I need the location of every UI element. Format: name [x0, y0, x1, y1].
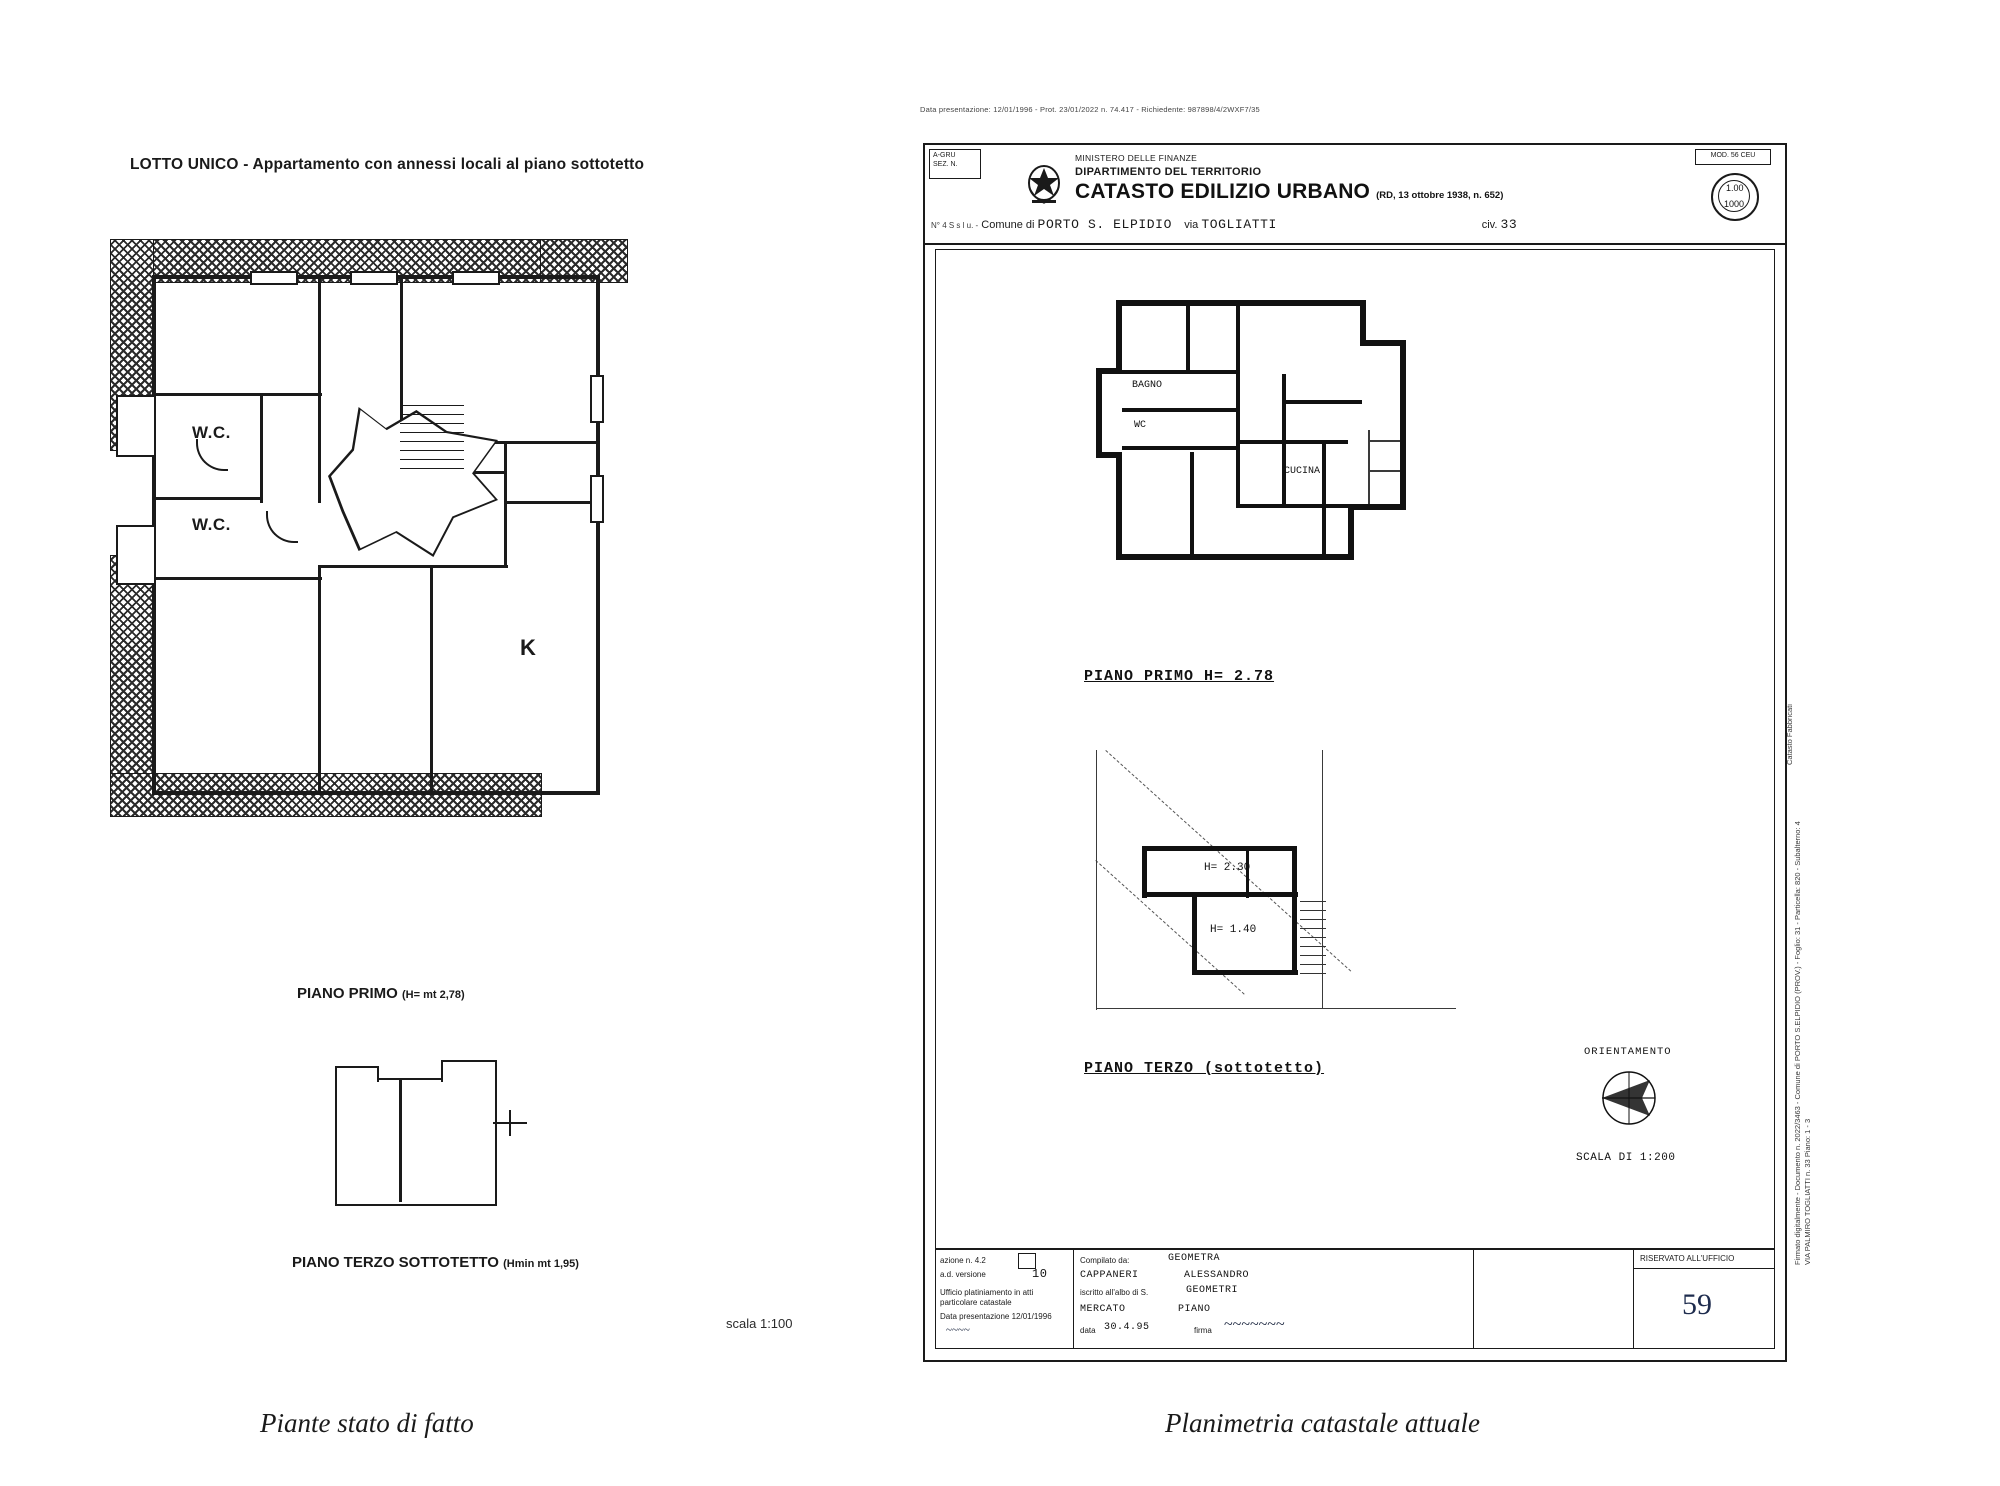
door-arc-1: [196, 439, 228, 471]
cad-part-3: [1122, 370, 1240, 374]
footer-col2-line3: iscritto all'albo di S.: [1080, 1288, 1149, 1297]
cad-part-12: [1190, 452, 1194, 554]
attic-partition: [399, 1078, 402, 1202]
orientation-label: ORIENTAMENTO: [1584, 1046, 1672, 1058]
cad-part-2: [1236, 300, 1240, 374]
attic-cad-wall-left: [1142, 846, 1147, 898]
footer-col2-line6: firma: [1194, 1326, 1212, 1335]
cad-balcony-right: [1368, 430, 1370, 504]
outer-wall-bottom: [152, 791, 600, 795]
left-floorplan-panel: [0, 0, 880, 1486]
room-label-kitchen: K: [520, 635, 537, 660]
cad-part-4: [1122, 408, 1240, 412]
via-label: via: [1184, 219, 1199, 231]
cadastral-plan-first-floor: [1086, 280, 1436, 620]
cad-wall-bottom: [1116, 554, 1352, 560]
cad-part-1: [1186, 300, 1190, 374]
partition-6: [152, 577, 322, 580]
cadastral-attic-title: PIANO TERZO (sottotetto): [1084, 1060, 1325, 1077]
cad-part-11: [1236, 504, 1348, 508]
cad-wall-right-lower2: [1348, 504, 1354, 560]
partition-7: [318, 565, 321, 791]
stamp-top-label: 1.00: [1726, 183, 1744, 193]
stamp-bottom-label: 1000: [1724, 199, 1745, 209]
header-mod-label: MOD. 56 CEU: [1710, 152, 1756, 159]
cadastral-plan-attic: [1086, 740, 1466, 1040]
footer-col2-value4: PIANO: [1178, 1304, 1211, 1315]
footer-col1-signature: ~~~~: [946, 1324, 970, 1336]
plan-first-floor-caption-sub: (H= mt 2,78): [402, 989, 465, 1001]
cadastral-stamp: [1711, 173, 1759, 221]
catasto-title: [1075, 180, 1503, 204]
cad-room-label-bagno: BAGNO: [1132, 380, 1163, 391]
cadastral-sheet: [923, 143, 1787, 1362]
balcony-left-2: [116, 525, 156, 585]
footer-col2-value5: 30.4.95: [1104, 1322, 1150, 1333]
footer-col2-value2: ALESSANDRO: [1184, 1270, 1250, 1281]
via-value: TOGLIATTI: [1201, 217, 1277, 232]
attic-notch-left: [335, 1066, 379, 1082]
footer-checkbox[interactable]: [1018, 1253, 1036, 1269]
cadastral-first-floor-title: PIANO PRIMO H= 2.78: [1084, 668, 1275, 685]
partition-1: [152, 393, 322, 396]
footer-col-3: [1474, 1250, 1634, 1348]
sheet-footer: [935, 1249, 1775, 1349]
footer-col1-line2: a.d. versione: [940, 1270, 986, 1279]
attic-cad-wall-right-2: [1292, 892, 1297, 974]
footer-col1-line3: Ufficio platiniamento in atti: [940, 1288, 1034, 1297]
header-box-sezione: [929, 149, 981, 179]
door-arc-2: [266, 511, 298, 543]
sheet-header: [925, 145, 1785, 245]
plan-attic-existing: [335, 1060, 535, 1220]
footer-col2-line5: data: [1080, 1326, 1096, 1335]
catasto-title-suffix: (RD, 13 ottobre 1938, n. 652): [1376, 190, 1504, 201]
window-mark-3: [452, 271, 500, 285]
footer-col2-signature: ~~~~~~~: [1224, 1316, 1285, 1333]
cad-part-13: [1368, 440, 1400, 442]
footer-reserved-hand-value: 59: [1682, 1288, 1712, 1321]
attic-height-label-1: H= 2.30: [1204, 862, 1251, 874]
plan-first-floor-existing: [100, 225, 660, 940]
cad-wall-top: [1116, 300, 1366, 306]
footer-reserved-label: RISERVATO ALL'UFFICIO: [1640, 1254, 1735, 1263]
cad-wall-left: [1116, 300, 1122, 374]
partition-4: [152, 497, 262, 500]
header-box-sezione-line2: SEZ. N.: [933, 160, 958, 168]
footer-col2-value3: GEOMETRI: [1186, 1285, 1239, 1296]
footer-col2-line1: Compilato da:: [1080, 1256, 1130, 1265]
attic-cad-wall-bottom-1: [1142, 892, 1196, 897]
partition-2: [318, 275, 321, 395]
right-panel-caption: Planimetria catastale attuale: [1165, 1408, 1480, 1438]
room-label-wc-1: W.C.: [192, 423, 231, 442]
cad-wall-left-outer: [1096, 368, 1102, 458]
left-panel-caption: Piante stato di fatto: [260, 1408, 474, 1438]
cad-room-label-cucina: CUCINA: [1284, 466, 1321, 477]
footer-col1-line4: particolare catastale: [940, 1298, 1012, 1307]
plan-first-floor-caption: [297, 985, 465, 1002]
cad-part-7: [1282, 374, 1286, 504]
room-label-wc-2: W.C.: [192, 515, 231, 534]
partition-9: [318, 565, 508, 568]
attic-outline: [335, 1078, 497, 1206]
header-box-mod: [1695, 149, 1771, 165]
catasto-title-main: CATASTO EDILIZIO URBANO: [1075, 180, 1371, 203]
attic-cad-wall-right-top: [1292, 846, 1297, 898]
footer-col2-line4: MERCATO: [1080, 1304, 1126, 1315]
side-note-2: VIA PALMIRO TOGLIATTI n. 33 Piano: 1 - 3: [1803, 1118, 1812, 1265]
cad-part-14: [1368, 470, 1400, 472]
plan-attic-caption-main: PIANO TERZO SOTTOTETTO: [292, 1254, 499, 1271]
right-cadastral-panel: [905, 105, 1812, 1375]
header-box-sezione-line1: A-GRU: [933, 152, 956, 159]
cad-wall-right-lower: [1348, 504, 1406, 510]
ministry-line: MINISTERO DELLE FINANZE: [1075, 153, 1198, 163]
side-note-3: Catasto Fabbricati: [1785, 704, 1794, 765]
attic-height-label-2: H= 1.40: [1210, 924, 1257, 936]
stair-symbol: [400, 405, 464, 469]
republic-emblem-icon: [1023, 161, 1065, 209]
attic-cad-wall-top: [1142, 846, 1296, 851]
footer-col1-value: 10: [1032, 1267, 1048, 1281]
scale-note: scala 1:100: [726, 1316, 793, 1331]
civ-value: 33: [1500, 217, 1518, 232]
cad-part-5: [1122, 446, 1240, 450]
plan-attic-caption: [292, 1254, 579, 1271]
footer-col-1: [936, 1250, 1074, 1348]
comune-row: [931, 217, 1517, 232]
footer-col2-value1: GEOMETRA: [1168, 1253, 1221, 1264]
comune-row-prefix: N° 4 S s l u. -: [931, 221, 979, 230]
footer-col-2: [1074, 1250, 1474, 1348]
cad-part-9: [1282, 400, 1362, 404]
footer-col2-line2: CAPPANERI: [1080, 1270, 1139, 1281]
partition-8: [430, 565, 433, 791]
footer-reserved-divider: [1634, 1268, 1774, 1269]
scan-metadata-line: Data presentazione: 12/01/1996 - Prot. 23/01/2022 n. 74.417 - Richiedente: 987898/4/2WXF7/35: [920, 105, 1260, 114]
side-note-1: Firmato digitalmente - Documento n. 2022/3463 - Comune di PORTO S.ELPIDIO (PROV.) - Foglio: 31 - Particella: 820 - Subalterno: 4: [1793, 821, 1802, 1265]
comune-value: PORTO S. ELPIDIO: [1037, 217, 1172, 232]
civ-label: civ.: [1481, 219, 1498, 231]
footer-col1-line1: azione n. 4.2: [940, 1256, 986, 1265]
window-mark-4: [590, 375, 604, 423]
cad-wall-left-lower: [1116, 452, 1122, 560]
outer-wall-right: [596, 275, 600, 795]
attic-dimension-tick: [509, 1110, 511, 1136]
department-line: DIPARTIMENTO DEL TERRITORIO: [1075, 166, 1262, 178]
footer-col1-line5: Data presentazione 12/01/1996: [940, 1312, 1052, 1321]
partition-13: [504, 501, 596, 504]
attic-notch-right: [441, 1060, 497, 1082]
scale-label: SCALA DI 1:200: [1576, 1152, 1676, 1164]
attic-cad-wall-left-2: [1192, 892, 1197, 974]
window-mark-1: [250, 271, 298, 285]
cad-room-label-wc: WC: [1134, 420, 1147, 431]
partition-5: [260, 393, 263, 503]
compass-icon: [1594, 1066, 1664, 1130]
window-mark-2: [350, 271, 398, 285]
plan-first-floor-caption-main: PIANO PRIMO: [297, 985, 398, 1002]
hatched-wall-bottom: [110, 773, 542, 817]
balcony-left-1: [116, 395, 156, 457]
cad-part-8: [1236, 440, 1348, 444]
drawing-area: [935, 249, 1775, 1249]
window-mark-5: [590, 475, 604, 523]
partition-3: [318, 393, 321, 503]
attic-stair-hatch: [1300, 898, 1326, 974]
cad-part-10: [1322, 440, 1326, 554]
site-boundary-horizontal: [1096, 1008, 1456, 1009]
site-boundary-vertical: [1096, 750, 1097, 1010]
cad-wall-right: [1400, 340, 1406, 510]
attic-cad-wall-mid: [1192, 892, 1298, 897]
cad-part-6: [1236, 374, 1240, 504]
lotto-title: LOTTO UNICO - Appartamento con annessi locali al piano sottotetto: [130, 156, 645, 173]
comune-label: Comune di: [981, 219, 1035, 231]
attic-cad-wall-bottom-2: [1192, 970, 1298, 975]
plan-attic-caption-sub: (Hmin mt 1,95): [503, 1258, 579, 1270]
footer-col-4: [1634, 1250, 1774, 1348]
